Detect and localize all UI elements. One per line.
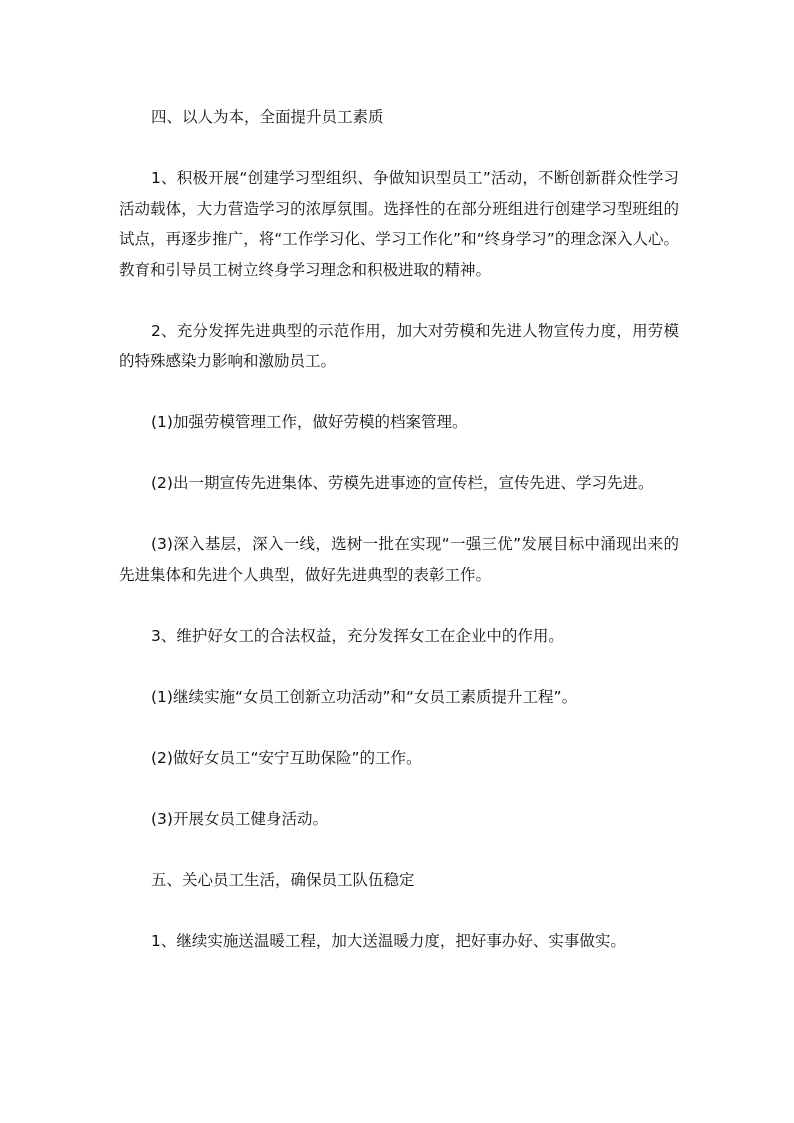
- sub-item-2-3: (3)深入基层，深入一线，选树一批在实现“一强三优”发展目标中涌现出来的先进集体和先进个人典型，做好先进典型的表彰工作。: [119, 535, 679, 584]
- sub-item-2-1: (1)加强劳模管理工作，做好劳模的档案管理。: [151, 413, 468, 431]
- section-heading-5: 五、关心员工生活，确保员工队伍稳定: [151, 870, 415, 889]
- paragraph-item-5-1: 1、继续实施送温暖工程，加大送温暖力度，把好事办好、实事做实。: [151, 931, 626, 950]
- paragraph-item-2: 2、充分发挥先进典型的示范作用，加大对劳模和先进人物宣传力度，用劳模的特殊感染力影响和激励员工。: [119, 321, 679, 370]
- sub-item-3-3: (3)开展女员工健身活动。: [151, 809, 328, 828]
- sub-item-3-1: (1)继续实施“女员工创新立功活动”和“女员工素质提升工程”。: [151, 687, 578, 706]
- sub-item-3-2: (2)做好女员工“安宁互助保险”的工作。: [151, 748, 422, 767]
- sub-item-2-2: (2)出一期宣传先进集体、劳模先进事迹的宣传栏，宣传先进、学习先进。: [151, 474, 654, 492]
- paragraph-item-3: 3、维护好女工的合法权益，充分发挥女工在企业中的作用。: [151, 626, 564, 645]
- document-body: [119, 102, 679, 956]
- section-heading-4: 四、以人为本，全面提升员工素质: [151, 108, 384, 126]
- paragraph-item-1: 1、积极开展“创建学习型组织、争做知识型员工”活动，不断创新群众性学习活动载体，大力营造学习的浓厚氛围。选择性的在部分班组进行创建学习型班组的试点，再逐步推广，将“工作学习化、学习工作化”和“终身学习”的理念深入人心。教育和引导员工树立终身学习理念和积极进取的精神。: [119, 169, 679, 279]
